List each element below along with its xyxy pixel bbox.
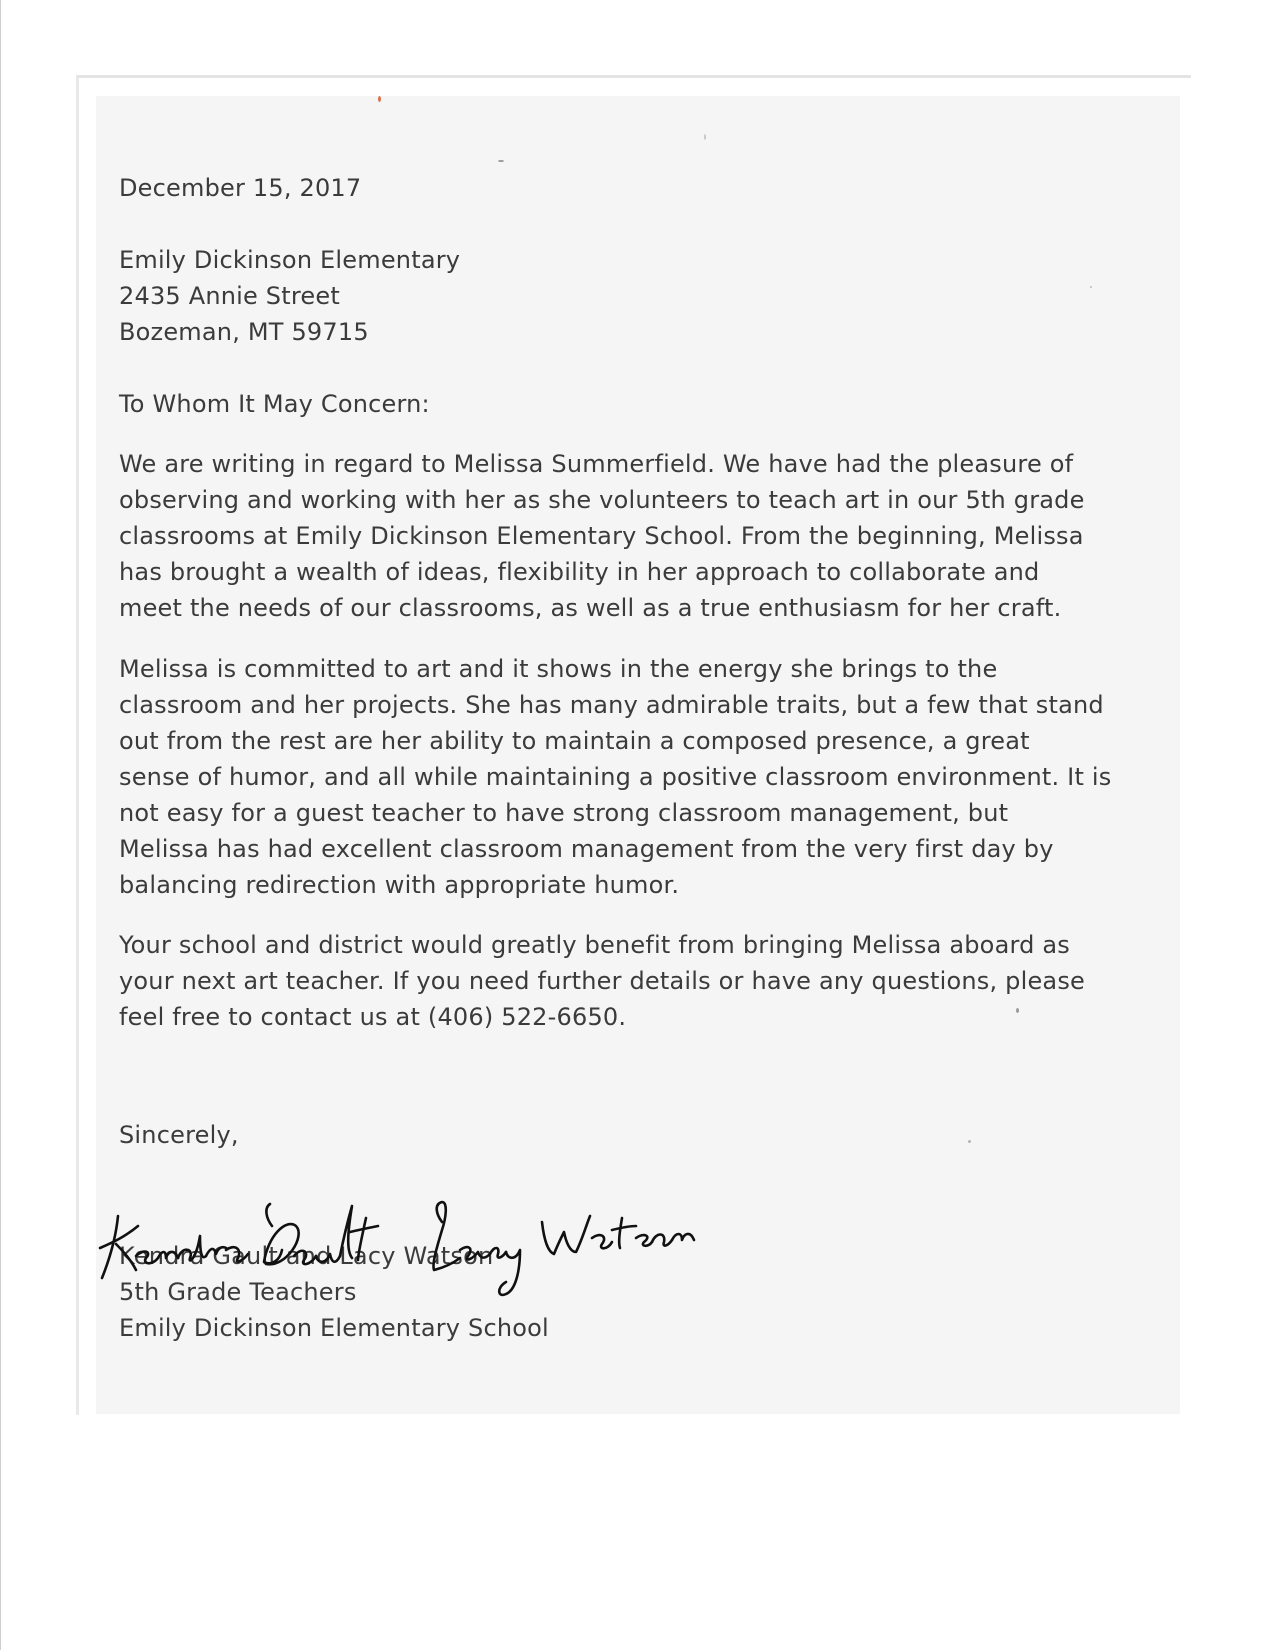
signature-stroke — [206, 1247, 226, 1256]
page-edge-rule — [0, 0, 1, 1650]
paragraph-1-line: meet the needs of our classrooms, as well as a true enthusiasm for her craft. — [119, 594, 1062, 622]
signature-lacy-watson — [433, 1202, 694, 1295]
paragraph-1-line: classrooms at Emily Dickinson Elementary School. From the beginning, Melissa — [119, 522, 1084, 550]
scan-speck — [1090, 286, 1092, 288]
signature-stroke — [294, 1251, 316, 1264]
scan-speck — [1016, 1008, 1019, 1013]
signature-stroke — [460, 1247, 490, 1259]
salutation: To Whom It May Concern: — [119, 390, 430, 418]
paragraph-3-line: your next art teacher. If you need further details or have any questions, please — [119, 967, 1086, 995]
signature-block-title: 5th Grade Teachers — [119, 1278, 357, 1306]
scan-speck — [704, 134, 706, 140]
signature-stroke — [652, 1235, 672, 1246]
signature-stroke — [136, 1252, 158, 1264]
paragraph-2-line: classroom and her projects. She has many admirable traits, but a few that stand — [119, 691, 1104, 719]
letter-date: December 15, 2017 — [119, 174, 362, 202]
signature-stroke — [592, 1235, 612, 1248]
paragraph-2-line: not easy for a guest teacher to have strong classroom management, but — [119, 799, 1009, 827]
paragraph-3-line: feel free to contact us at (406) 522-6650. — [119, 1003, 627, 1031]
signature-stroke — [178, 1236, 206, 1260]
handwritten-signatures — [96, 1196, 736, 1306]
paragraph-2-line: Melissa is committed to art and it shows in the energy she brings to the — [119, 655, 998, 683]
signature-stroke — [636, 1235, 652, 1246]
signature-stroke — [100, 1226, 138, 1270]
paragraph-2-line: balancing redirection with appropriate humor. — [119, 871, 680, 899]
paragraph-2-line: out from the rest are her ability to maintain a composed presence, a great — [119, 727, 1030, 755]
recipient-line-street: 2435 Annie Street — [119, 282, 340, 310]
signature-stroke — [612, 1218, 636, 1248]
recipient-line-school: Emily Dickinson Elementary — [119, 246, 461, 274]
signature-stroke — [672, 1234, 694, 1240]
signature-stroke — [316, 1254, 340, 1262]
signature-stroke — [433, 1202, 460, 1270]
signature-kendra-gault — [100, 1204, 378, 1278]
scan-speck — [498, 160, 504, 162]
signature-stroke — [490, 1248, 506, 1258]
signature-stroke — [158, 1252, 178, 1258]
signature-stroke — [542, 1216, 590, 1254]
recipient-line-city: Bozeman, MT 59715 — [119, 318, 369, 346]
signature-block-school: Emily Dickinson Elementary School — [119, 1314, 549, 1342]
signature-stroke — [350, 1218, 378, 1260]
closing: Sincerely, — [119, 1121, 239, 1149]
scan-speck — [378, 96, 381, 102]
paragraph-3-line: Your school and district would greatly benefit from bringing Melissa aboard as — [119, 931, 1070, 959]
paragraph-1-line: We are writing in regard to Melissa Summerfield. We have had the pleasure of — [119, 450, 1074, 478]
signature-stroke — [226, 1247, 248, 1261]
paragraph-1-line: has brought a wealth of ideas, flexibility in her approach to collaborate and — [119, 558, 1040, 586]
scan-speck — [968, 1140, 971, 1143]
paragraph-2-line: sense of humor, and all while maintaining a positive classroom environment. It is — [119, 763, 1112, 791]
paragraph-1-line: observing and working with her as she volunteers to teach art in our 5th grade — [119, 486, 1085, 514]
signature-block-names: Kendra Gault and Lacy Watson — [119, 1242, 494, 1270]
paragraph-2-line: Melissa has had excellent classroom management from the very first day by — [119, 835, 1054, 863]
